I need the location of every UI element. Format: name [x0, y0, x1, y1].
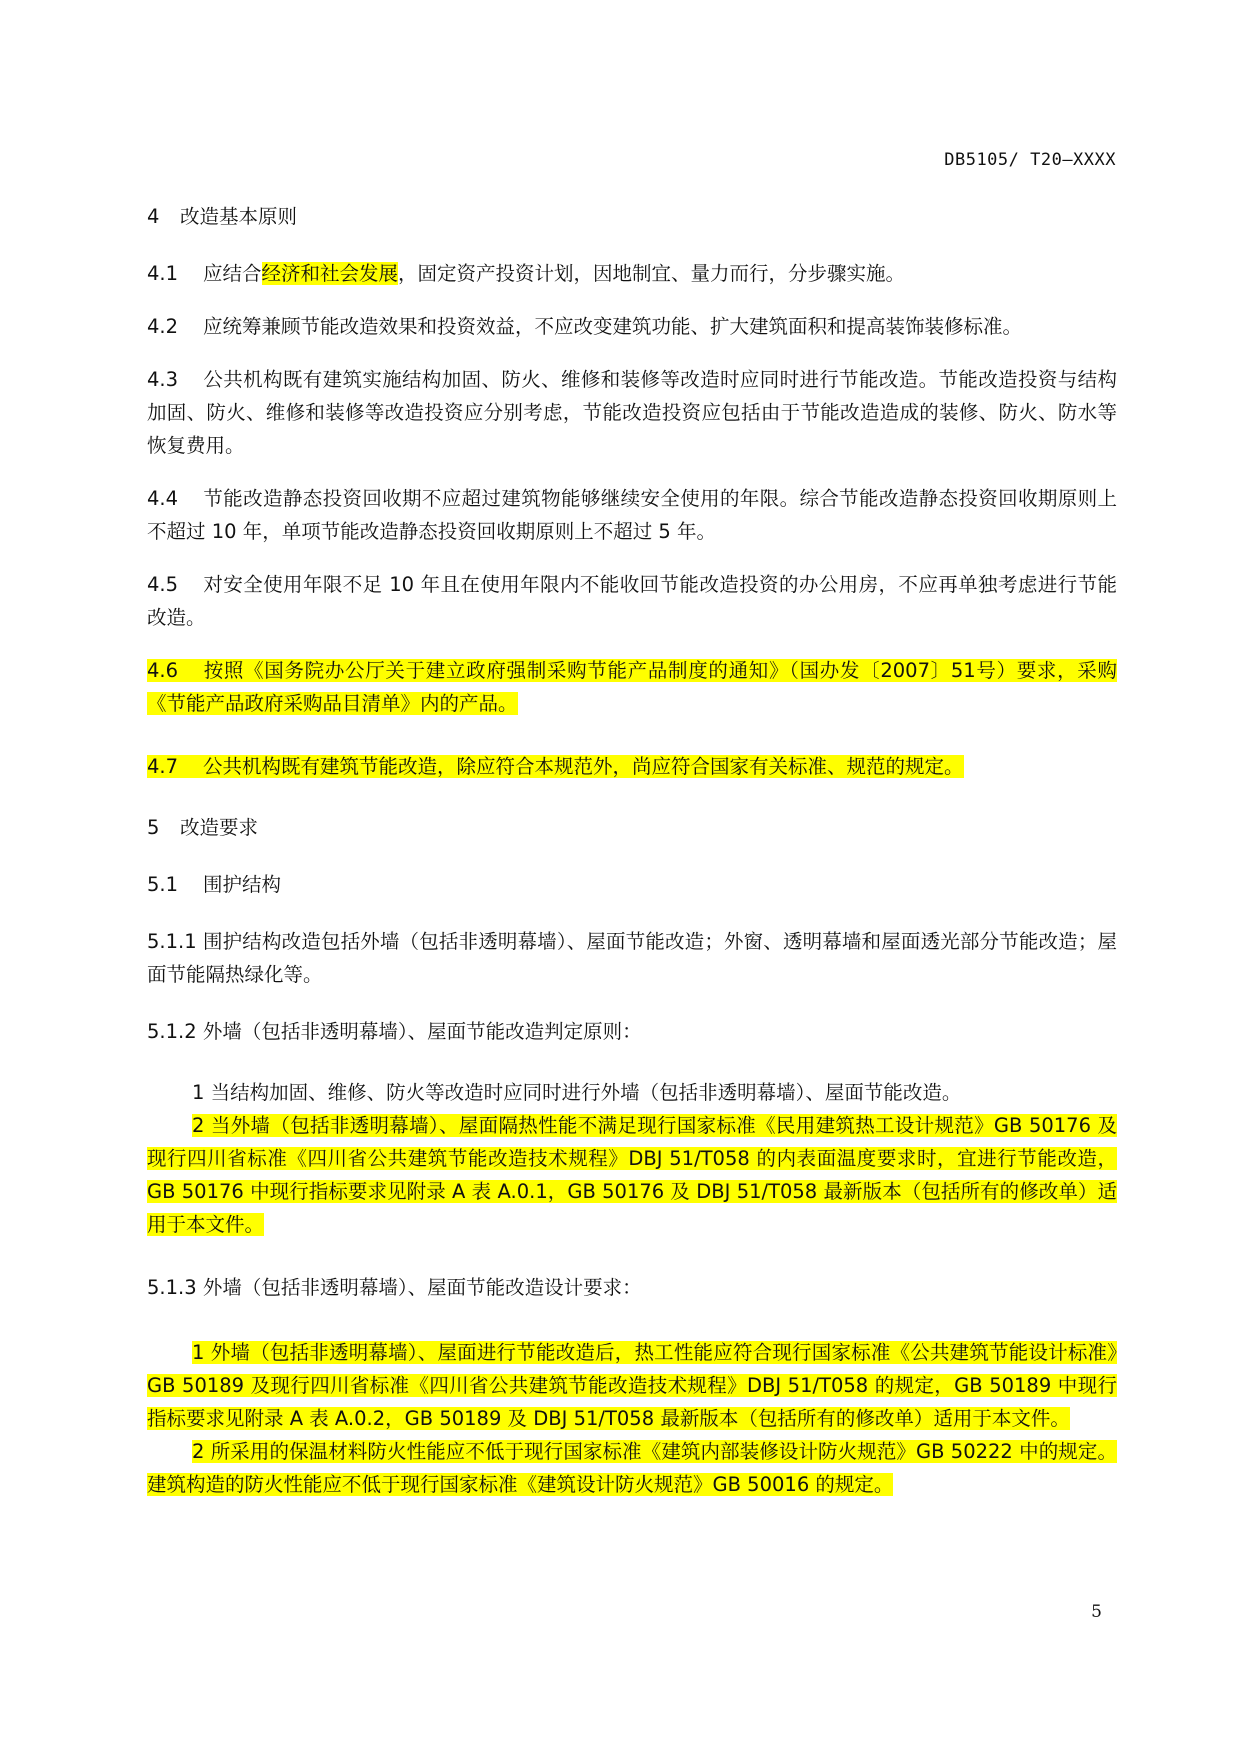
clause-4-1: 4.1 应结合经济和社会发展，固定资产投资计划，因地制宜、量力而行，分步骤实施。 [147, 262, 906, 285]
document-body [147, 200, 1117, 1501]
clause-5-1-2-item-1: 1 当结构加固、维修、防火等改造时应同时进行外墙（包括非透明幕墙）、屋面节能改造。 [192, 1081, 962, 1104]
clause-5-1-2-item-2: 2 当外墙（包括非透明幕墙）、屋面隔热性能不满足现行国家标准《民用建筑热工设计规范》GB 50176 及现行四川省标准《四川省公共建筑节能改造技术规程》DBJ 51/T058 的内表面温度要求时，宜进行节能改造，GB 50176 中现行指标要求见附录 A 表 A.0.1，GB 50176 及 DBJ 51/T058 最新版本（包括所有的修改单）适用于本文件。 [147, 1114, 1117, 1236]
section-4-heading [147, 200, 1117, 233]
clause-5-1-1: 5.1.1 围护结构改造包括外墙（包括非透明幕墙）、屋面节能改造；外窗、透明幕墙和屋面透光部分节能改造；屋面节能隔热绿化等。 [147, 930, 1117, 986]
section-title: 改造基本原则 [180, 205, 298, 228]
document-code: DB5105/ T20—XXXX [944, 150, 1116, 170]
section-number: 4 [147, 205, 160, 228]
clause-4-4: 4.4 节能改造静态投资回收期不应超过建筑物能够继续安全使用的年限。综合节能改造静态投资回收期原则上不超过 10 年，单项节能改造静态投资回收期原则上不超过 5 年。 [147, 487, 1117, 543]
clause-5-1-3-item-2: 2 所采用的保温材料防火性能应不低于现行国家标准《建筑内部装修设计防火规范》GB 50222 中的规定。建筑构造的防火性能应不低于现行国家标准《建筑设计防火规范》GB 50016 的规定。 [147, 1440, 1117, 1496]
clause-5-1-2: 5.1.2 外墙（包括非透明幕墙）、屋面节能改造判定原则： [147, 1020, 642, 1043]
clause-5-1-3: 5.1.3 外墙（包括非透明幕墙）、屋面节能改造设计要求： [147, 1276, 642, 1299]
clause-5-1-3-item-1: 1 外墙（包括非透明幕墙）、屋面进行节能改造后，热工性能应符合现行国家标准《公共建筑节能设计标准》GB 50189 及现行四川省标准《四川省公共建筑节能改造技术规程》DBJ 51/T058 的规定，GB 50189 中现行指标要求见附录 A 表 A.0.2，GB 50189 及 DBJ 51/T058 最新版本（包括所有的修改单）适用于本文件。 [147, 1341, 1117, 1430]
highlight: 经济和社会发展 [261, 262, 399, 285]
clause-4-5: 4.5 对安全使用年限不足 10 年且在使用年限内不能收回节能改造投资的办公用房，不应再单独考虑进行节能改造。 [147, 573, 1117, 629]
section-5-heading: 5 改造要求 [147, 816, 259, 839]
clause-4-7: 4.7 公共机构既有建筑节能改造，除应符合本规范外，尚应符合国家有关标准、规范的规定。 [147, 755, 964, 778]
clause-4-3: 4.3 公共机构既有建筑实施结构加固、防火、维修和装修等改造时应同时进行节能改造。节能改造投资与结构加固、防火、维修和装修等改造投资应分别考虑，节能改造投资应包括由于节能改造造成的装修、防火、防水等恢复费用。 [147, 368, 1117, 457]
clause-4-6: 4.6 按照《国务院办公厅关于建立政府强制采购节能产品制度的通知》（国办发〔2007〕51号）要求，采购《节能产品政府采购品目清单》内的产品。 [147, 659, 1117, 715]
clause-4-2: 4.2 应统筹兼顾节能改造效果和投资效益，不应改变建筑功能、扩大建筑面积和提高装饰装修标准。 [147, 315, 1023, 338]
page-number: 5 [1091, 1602, 1102, 1622]
subsection-5-1-heading: 5.1 围护结构 [147, 873, 282, 896]
